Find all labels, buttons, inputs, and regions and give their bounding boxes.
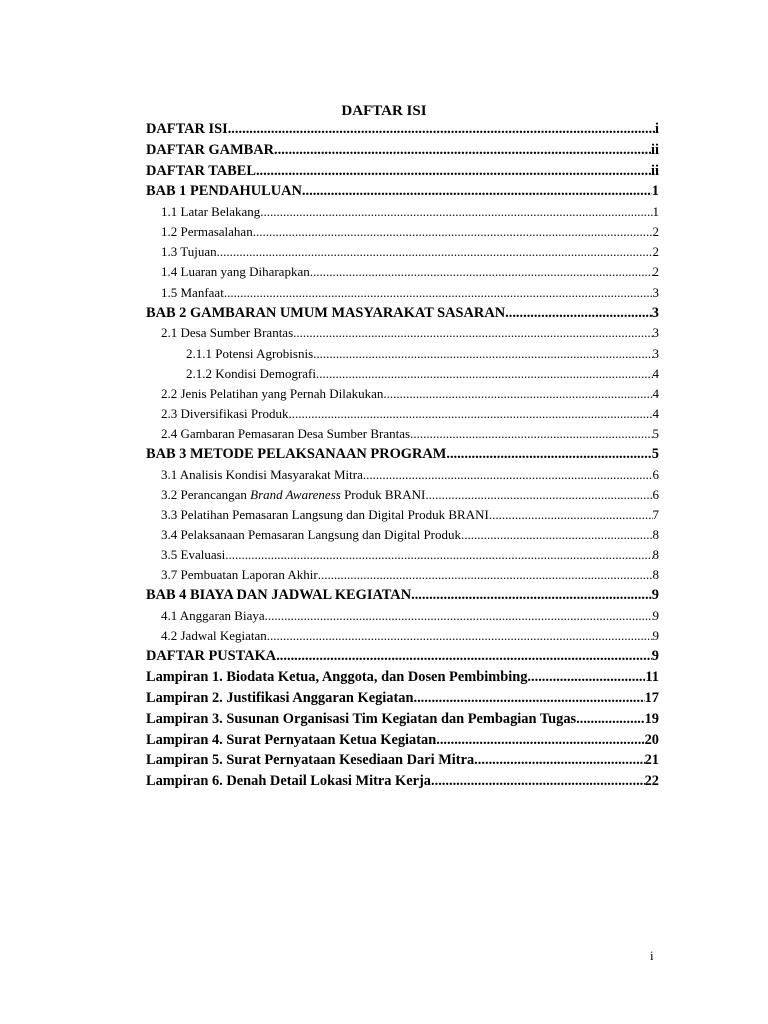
toc-entry-title: 1.4 Luaran yang Diharapkan <box>161 264 310 280</box>
toc-dot-leader <box>576 711 644 728</box>
toc-entry-title-italic: Brand Awareness <box>250 486 341 502</box>
toc-entry <box>146 325 659 345</box>
toc-entry-title: Lampiran 6. Denah Detail Lokasi Mitra Kerja <box>146 773 431 790</box>
toc-dot-leader <box>267 628 653 644</box>
toc-dot-leader <box>505 305 652 322</box>
toc-dot-leader <box>446 446 651 463</box>
toc-entry-title: DAFTAR ISI <box>146 121 228 137</box>
toc-entry-title: Lampiran 1. Biodata Ketua, Anggota, dan Dosen Pembimbing <box>146 669 528 686</box>
toc-entry-title-part: 3.2 Perancangan <box>161 486 251 502</box>
toc-dot-leader <box>225 547 652 563</box>
toc-entry-page: 4 <box>652 385 659 401</box>
toc-entry <box>146 446 659 467</box>
toc-entry-page: 5 <box>652 425 659 441</box>
toc-entry-page: 1 <box>652 204 659 220</box>
toc-entry-page: 21 <box>644 752 659 769</box>
toc-entry-page: 6 <box>652 466 659 482</box>
toc-entry-title: 1.3 Tujuan <box>161 244 217 260</box>
toc-entry <box>146 366 659 386</box>
toc-entry <box>146 507 659 527</box>
table-of-contents <box>146 121 659 794</box>
toc-entry-title: 2.3 Diversifikasi Produk <box>161 405 289 421</box>
toc-entry <box>146 426 659 446</box>
toc-entry-page: 8 <box>652 547 659 563</box>
toc-dot-leader <box>425 487 652 503</box>
toc-entry-title: 2.1.2 Kondisi Demografi <box>186 365 316 381</box>
toc-entry-page: 11 <box>645 669 659 686</box>
toc-entry-page: 4 <box>652 365 659 381</box>
toc-dot-leader <box>217 244 653 260</box>
toc-dot-leader <box>489 507 653 523</box>
toc-entry <box>146 608 659 628</box>
toc-entry <box>146 264 659 284</box>
toc-entry <box>146 752 659 773</box>
toc-entry-title: Lampiran 5. Surat Pernyataan Kesediaan Dari Mitra <box>146 752 475 769</box>
toc-entry-title: 2.1.1 Potensi Agrobisnis <box>186 345 314 361</box>
toc-entry <box>146 527 659 547</box>
toc-entry <box>146 244 659 264</box>
toc-entry-page: ii <box>651 141 659 158</box>
toc-entry-title: 2.4 Gambaran Pemasaran Desa Sumber Brantas <box>161 425 411 441</box>
toc-entry <box>146 628 659 648</box>
toc-dot-leader <box>313 346 652 362</box>
toc-entry-title: DAFTAR GAMBAR <box>146 141 275 158</box>
toc-dot-leader <box>302 183 652 200</box>
toc-entry-page: 2 <box>652 244 659 260</box>
toc-entry-page: 2 <box>652 264 659 280</box>
toc-entry <box>146 183 659 204</box>
toc-dot-leader <box>310 264 653 280</box>
toc-entry-page: 1 <box>651 183 659 200</box>
toc-entry-page: 9 <box>651 648 659 665</box>
toc-entry-title: DAFTAR PUSTAKA <box>146 648 277 665</box>
toc-entry-title-part: Produk BRANI <box>340 486 426 502</box>
toc-dot-leader <box>474 752 644 769</box>
toc-dot-leader <box>256 163 651 180</box>
toc-dot-leader <box>363 467 653 483</box>
toc-entry-page: 22 <box>644 773 659 790</box>
toc-entry <box>146 648 659 669</box>
toc-dot-leader <box>383 386 652 402</box>
toc-entry-page: 2 <box>652 224 659 240</box>
toc-entry-page: 7 <box>652 507 659 522</box>
toc-entry-title: 3.5 Evaluasi <box>161 547 226 563</box>
toc-entry <box>146 732 659 753</box>
toc-entry-page: 8 <box>652 527 659 543</box>
toc-entry-title: BAB 4 BIAYA DAN JADWAL KEGIATAN <box>146 587 412 604</box>
toc-entry-title: Lampiran 3. Susunan Organisasi Tim Kegiatan dan Pembagian Tugas <box>146 710 577 727</box>
toc-entry-page: 9 <box>652 628 659 644</box>
toc-entry-page: 19 <box>644 710 659 727</box>
toc-entry-title: BAB 1 PENDAHULUAN <box>146 183 302 200</box>
toc-entry <box>146 305 659 326</box>
toc-dot-leader <box>318 567 653 583</box>
toc-dot-leader <box>461 527 652 543</box>
toc-dot-leader <box>253 224 653 240</box>
toc-dot-leader <box>260 204 652 220</box>
toc-entry-page: 5 <box>651 446 659 463</box>
toc-entry <box>146 711 659 732</box>
toc-dot-leader <box>527 669 645 686</box>
toc-entry <box>146 587 659 608</box>
toc-entry <box>146 487 659 507</box>
toc-dot-leader <box>316 366 653 382</box>
toc-entry <box>146 224 659 244</box>
toc-entry <box>146 773 659 794</box>
toc-entry <box>146 163 659 184</box>
toc-entry-title: 1.2 Permasalahan <box>161 224 253 240</box>
toc-entry-title: 3.4 Pelaksanaan Pemasaran Langsung dan Digital Produk <box>161 527 462 543</box>
toc-dot-leader <box>411 587 652 604</box>
toc-entry <box>146 669 659 690</box>
toc-entry-page: 6 <box>652 486 659 502</box>
toc-entry-title: 1.1 Latar Belakang <box>161 204 261 220</box>
toc-entry-title: 1.5 Manfaat <box>161 284 224 300</box>
toc-entry <box>146 567 659 587</box>
toc-entry-title: Lampiran 2. Justifikasi Anggaran Kegiatan <box>146 689 414 706</box>
toc-entry-title <box>161 487 425 503</box>
toc-dot-leader <box>274 142 651 159</box>
toc-entry-title: Lampiran 4. Surat Pernyataan Ketua Kegiatan <box>146 731 437 748</box>
toc-dot-leader <box>276 648 652 665</box>
toc-entry <box>146 285 659 305</box>
toc-entry-title: DAFTAR TABEL <box>146 162 256 179</box>
toc-entry-title: 3.3 Pelatihan Pemasaran Langsung dan Digital Produk BRANI <box>161 507 489 522</box>
toc-entry-page: ii <box>651 162 659 179</box>
toc-entry-page: 3 <box>651 304 659 321</box>
toc-entry-page: 3 <box>652 284 659 300</box>
page-title: DAFTAR ISI <box>341 103 427 119</box>
toc-entry-page: 8 <box>652 567 659 583</box>
toc-entry-title: BAB 2 GAMBARAN UMUM MASYARAKAT SASARAN <box>146 304 506 321</box>
toc-entry-page: 3 <box>652 345 659 361</box>
toc-entry-title: 2.2 Jenis Pelatihan yang Pernah Dilakukan <box>161 385 384 401</box>
toc-entry <box>146 467 659 487</box>
toc-entry-page: 9 <box>651 587 659 604</box>
toc-entry-title: 4.1 Anggaran Biaya <box>161 608 265 624</box>
toc-entry <box>146 406 659 426</box>
toc-entry <box>146 121 659 142</box>
toc-entry <box>146 142 659 163</box>
toc-dot-leader <box>265 608 653 624</box>
toc-entry-page: 17 <box>644 689 659 706</box>
toc-dot-leader <box>224 285 653 301</box>
toc-entry <box>146 690 659 711</box>
toc-entry-title: 3.7 Pembuatan Laporan Akhir <box>161 567 318 583</box>
toc-entry-title: 3.1 Analisis Kondisi Masyarakat Mitra <box>161 466 363 482</box>
toc-dot-leader <box>288 406 652 422</box>
toc-dot-leader <box>431 773 645 790</box>
toc-dot-leader <box>293 325 652 341</box>
toc-entry <box>146 547 659 567</box>
toc-entry-title: BAB 3 METODE PELAKSANAAN PROGRAM <box>146 446 447 463</box>
toc-entry-title: 2.1 Desa Sumber Brantas <box>161 325 294 341</box>
toc-entry-title: 4.2 Jadwal Kegiatan <box>161 628 267 644</box>
toc-dot-leader <box>413 690 644 707</box>
toc-dot-leader <box>228 121 655 138</box>
toc-dot-leader <box>436 732 644 749</box>
toc-entry-page: 20 <box>644 731 659 748</box>
toc-entry-page: 9 <box>652 608 659 624</box>
toc-dot-leader <box>410 426 652 442</box>
toc-entry-page: i <box>655 121 659 137</box>
toc-entry <box>146 204 659 224</box>
toc-entry-page: 3 <box>652 325 659 341</box>
toc-entry <box>146 386 659 406</box>
toc-entry <box>146 346 659 366</box>
toc-entry-page: 4 <box>652 405 659 421</box>
page-number: i <box>650 948 654 963</box>
